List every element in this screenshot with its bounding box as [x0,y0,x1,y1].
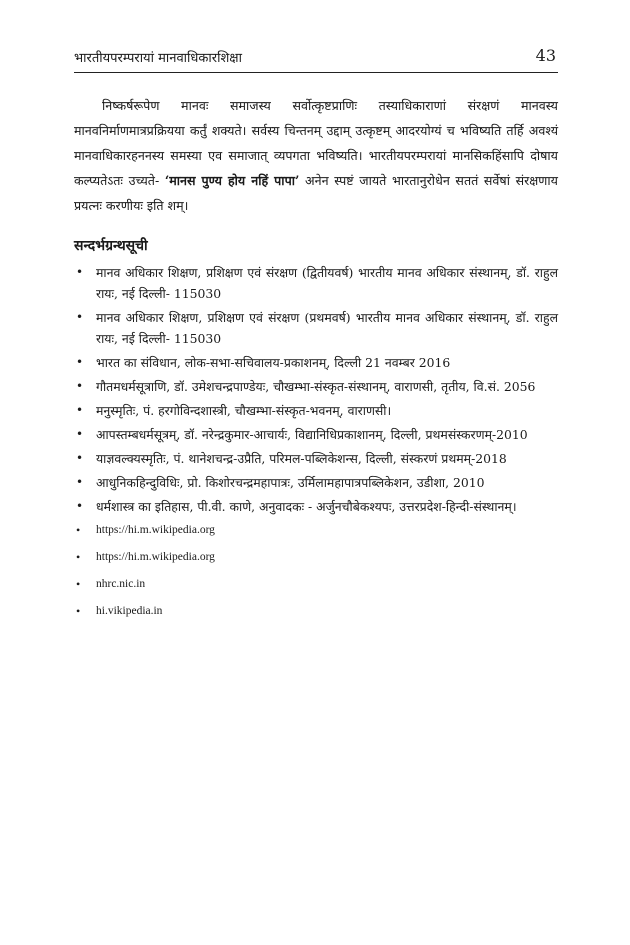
bullet: • [76,379,84,393]
paragraph-tail: अनेन स्पष्टं जायते भारतानुरोधेन सततं सर्वेषां संरक्षणाय प्रयत्नः करणीयः इति शम्। [74,173,558,213]
reference-item: • मनुस्मृतिः, पं. हरगोविन्दशास्त्री, चौखम्भा-संस्कृत-भवनम्, वाराणसी। [74,400,558,421]
bullet: • [76,550,81,564]
header-title: भारतीयपरम्परायां मानवाधिकारशिक्षा [74,51,242,66]
paragraph-text: निष्कर्षरूपेण मानवः समाजस्य सर्वोत्कृष्टप्राणिः तस्याधिकाराणां संरक्षणं मानवस्य मानवनिर्माणमात्रप्रक्रियया कर्तुं शक्यते। सर्वस्य चिन्तनम् उद्दाम् उत्कृष्टम् आदरयोग्यं च भविष्यति तर्हि अवश्यं मानवाधिकारहननस्य समस्या एव समाजात् व्यपगता भविष्यति। भारतीयपरम्परायां मानसिकहिंसापि दोषाय कल्प्यतेऽतः उच्यते- [74,98,558,188]
reference-item: • मानव अधिकार शिक्षण, प्रशिक्षण एवं संरक्षण (प्रथमवर्ष) भारतीय मानव अधिकार संस्थानम्, डॉ. राहुल रायः, नई दिल्ली- 115030 [74,307,558,349]
reference-url[interactable]: • hi.vikipedia.in [74,601,558,622]
bullet: • [76,310,84,324]
reference-item: • धर्मशास्त्र का इतिहास, पी.वी. काणे, अनुवादकः - अर्जुनचौबेकश्यपः, उत्तरप्रदेश-हिन्दी-संस्थानम्। [74,496,558,517]
reference-url[interactable]: • https://hi.m.wikipedia.org [74,547,558,568]
references-heading: सन्दर्भग्रन्थसूची [74,238,148,254]
reference-url[interactable]: • https://hi.m.wikipedia.org [74,520,558,541]
reference-item: • आपस्तम्बधर्मसूत्रम्, डॉ. नरेन्द्रकुमार-आचार्यः, विद्यानिधिप्रकाशानम्, दिल्ली, प्रथमसंस्करणम्-2010 [74,424,558,445]
reference-item: • याज्ञवल्क्यस्मृतिः, पं. थानेशचन्द्र-उप्रैति, परिमल-पब्लिकेशन्स, दिल्ली, संस्करणं प्रथमम्-2018 [74,448,558,469]
bullet: • [76,451,84,465]
bullet: • [76,604,81,618]
reference-url[interactable]: • nhrc.nic.in [74,574,558,595]
bullet: • [76,475,84,489]
reference-list [74,262,558,628]
bullet: • [76,523,81,537]
bullet: • [76,427,84,441]
quote-text: ‘मानस पुण्य होय नहिं पापा’ [164,173,300,188]
bullet: • [76,355,84,369]
running-header [74,44,558,73]
bullet: • [76,403,84,417]
reference-item: • गौतमधर्मसूत्राणि, डॉ. उमेशचन्द्रपाण्डेयः, चौखम्भा-संस्कृत-संस्थानम्, वाराणसी, तृतीय, वि.सं. 2056 [74,376,558,397]
page-number: 43 [535,46,556,65]
bullet: • [76,499,84,513]
reference-item: • मानव अधिकार शिक्षण, प्रशिक्षण एवं संरक्षण (द्वितीयवर्ष) भारतीय मानव अधिकार संस्थानम्, डॉ. राहुल रायः, नई दिल्ली- 115030 [74,262,558,304]
conclusion-paragraph [74,93,558,218]
bullet: • [76,577,81,591]
bullet: • [76,265,84,279]
reference-item: • भारत का संविधान, लोक-सभा-सचिवालय-प्रकाशनम्, दिल्ली 21 नवम्बर 2016 [74,352,558,373]
reference-item: • आधुनिकहिन्दुविधिः, प्रो. किशोरचन्द्रमहापात्रः, उर्मिलामहापात्रपब्लिकेशन, उडीशा, 2010 [74,472,558,493]
